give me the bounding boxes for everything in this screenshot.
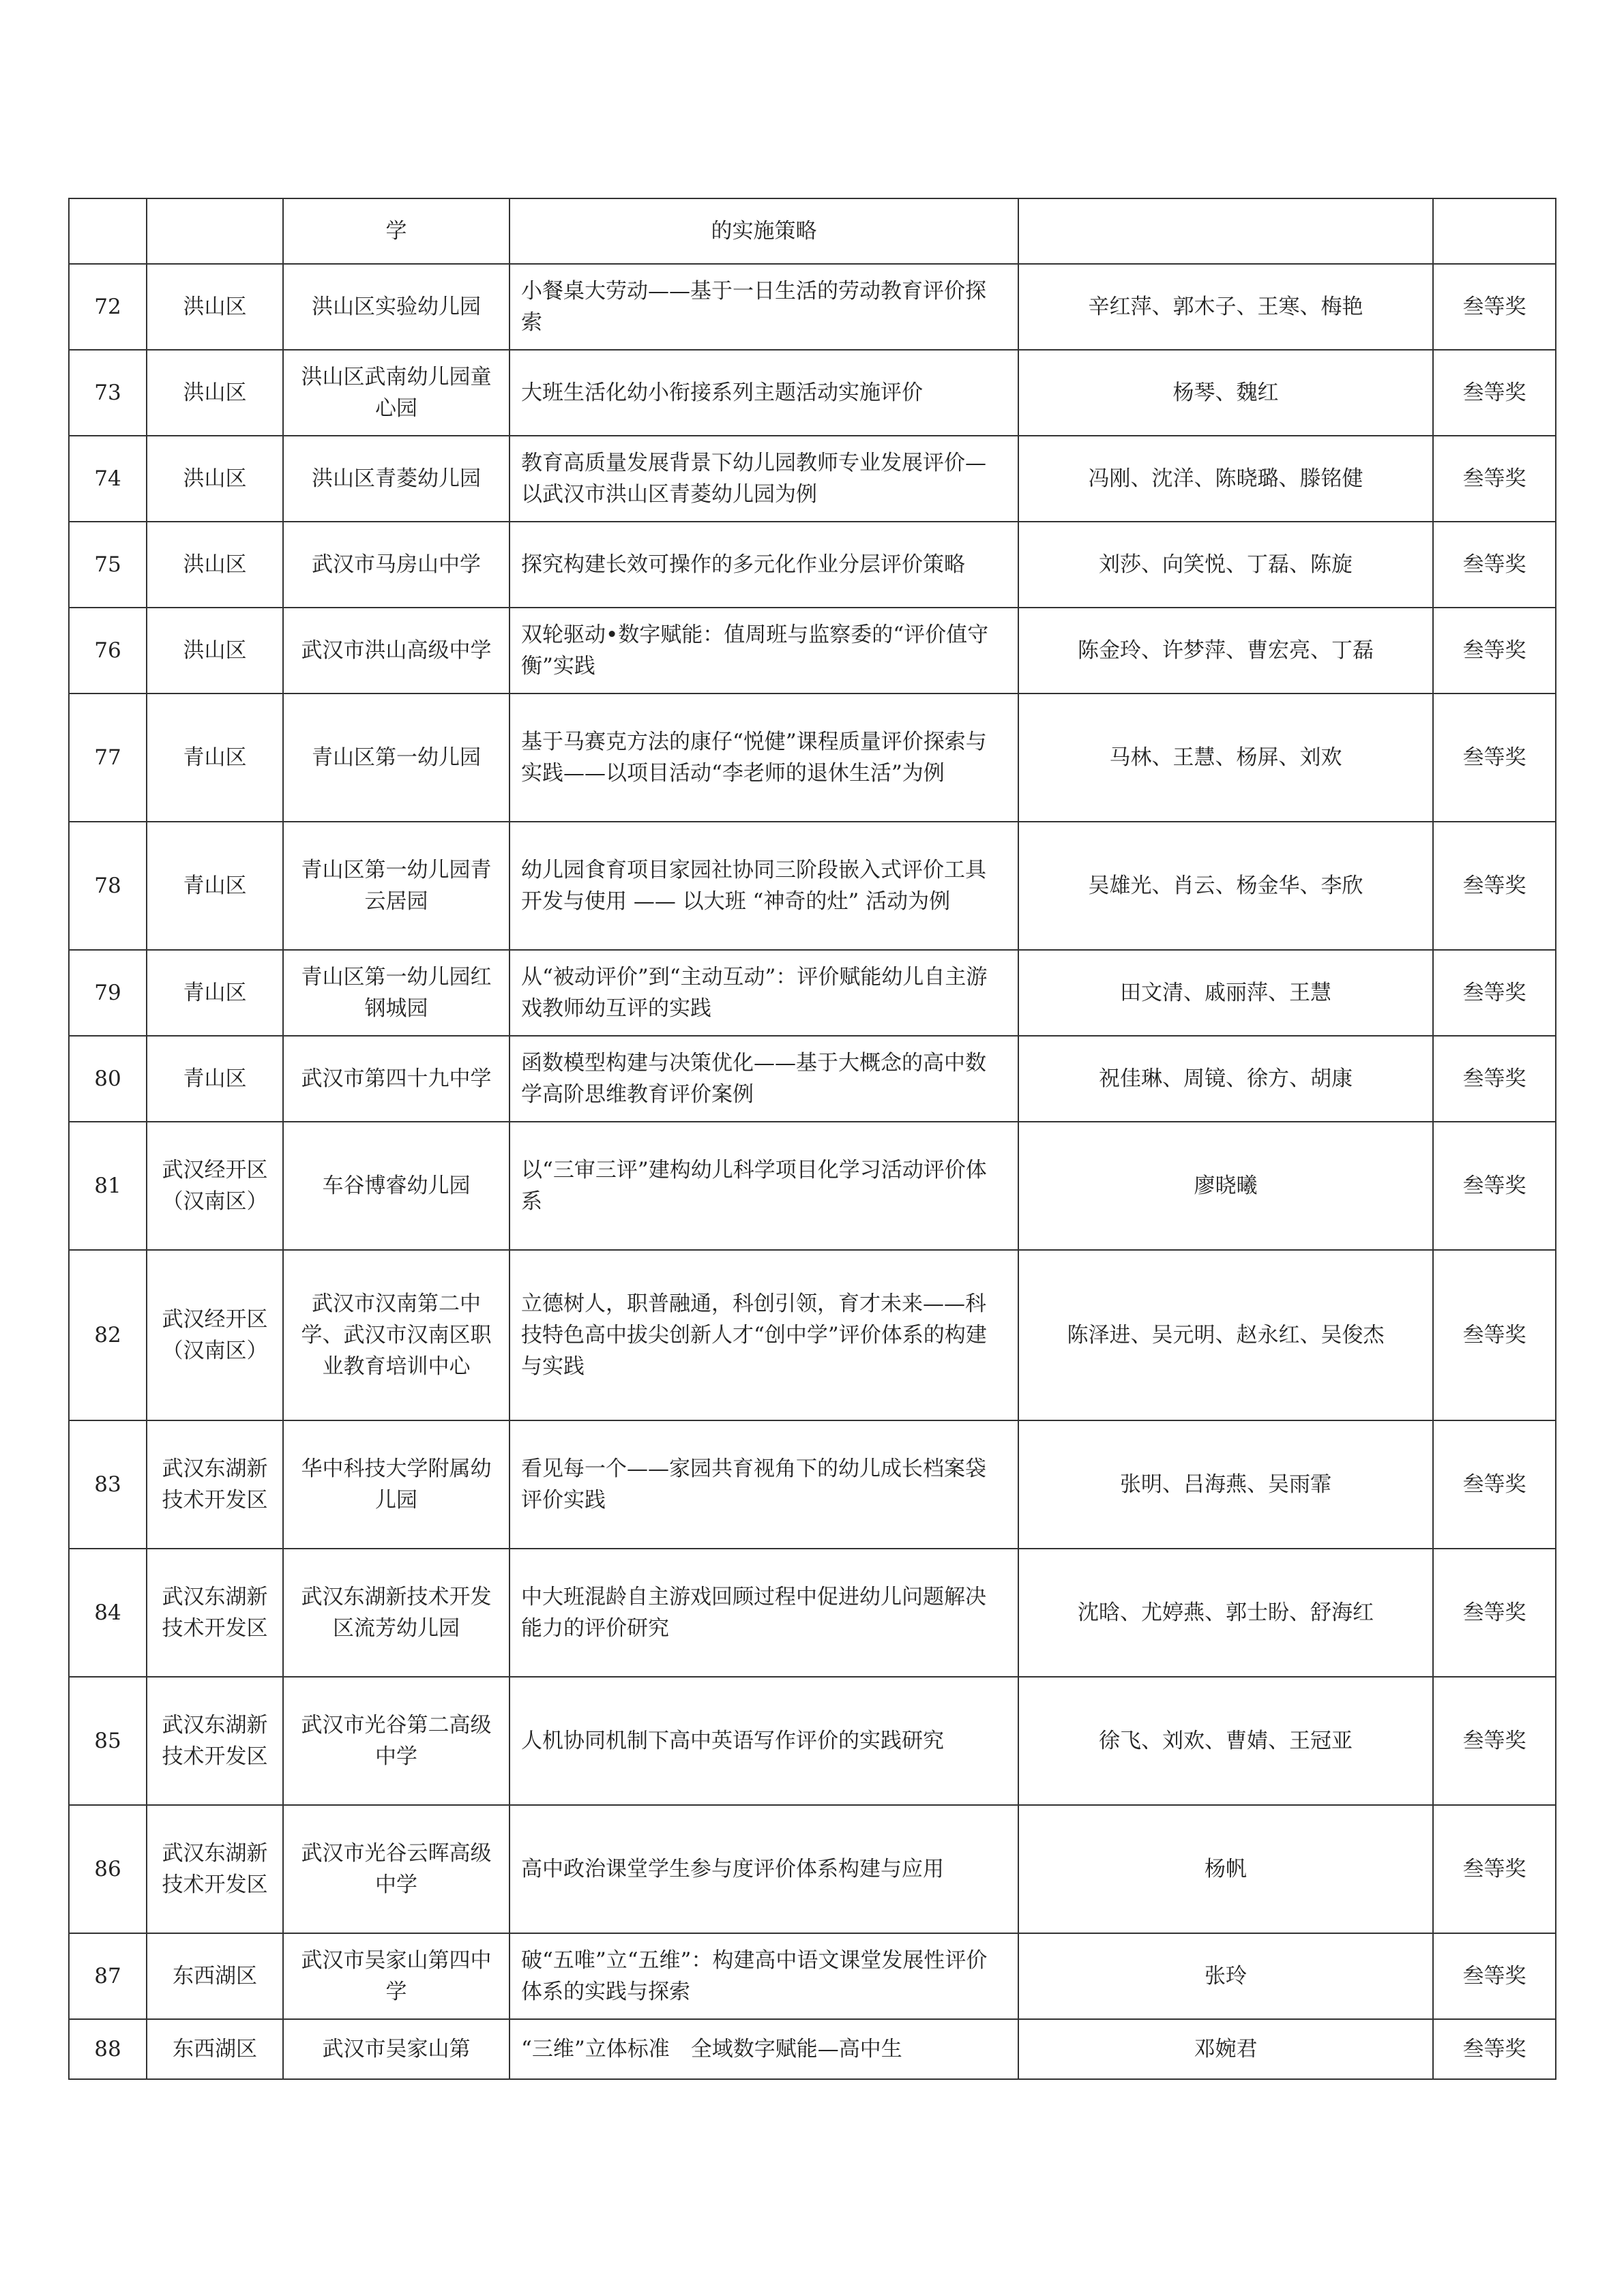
cell-title: 以“三审三评”建构幼儿科学项目化学习活动评价体系 [510,1122,1018,1250]
cell-district: 青山区 [147,950,283,1036]
cell-no: 73 [69,350,147,436]
cell-district: 青山区 [147,694,283,822]
cell-unit: 武汉市光谷第二高级中学 [283,1677,510,1805]
cell-authors: 廖晓曦 [1018,1122,1433,1250]
cell-unit: 武汉市吴家山第四中学 [283,1933,510,2019]
table-row-continuation [69,198,1556,264]
cell-title: 高中政治课堂学生参与度评价体系构建与应用 [510,1805,1018,1933]
cell-district: 洪山区 [147,608,283,694]
cell-unit: 武汉市汉南第二中学、武汉市汉南区职业教育培训中心 [283,1250,510,1420]
table-row [69,1805,1556,1933]
cell-title: 大班生活化幼小衔接系列主题活动实施评价 [510,350,1018,436]
cell-district: 武汉东湖新技术开发区 [147,1805,283,1933]
cell-authors: 辛红萍、郭木子、王寒、梅艳 [1018,264,1433,350]
cell-award: 叁等奖 [1433,1677,1556,1805]
cell-authors: 陈金玲、许梦萍、曹宏亮、丁磊 [1018,608,1433,694]
cell-unit: 洪山区青菱幼儿园 [283,436,510,522]
cell-no: 78 [69,822,147,950]
cell-award: 叁等奖 [1433,522,1556,608]
table-row [69,522,1556,608]
cell-authors: 祝佳琳、周镜、徐方、胡康 [1018,1036,1433,1122]
cell-award: 叁等奖 [1433,1250,1556,1420]
table-row [69,436,1556,522]
cell-authors: 马林、王慧、杨屏、刘欢 [1018,694,1433,822]
cell-district: 武汉东湖新技术开发区 [147,1549,283,1677]
cell-district: 洪山区 [147,350,283,436]
cell-award: 叁等奖 [1433,350,1556,436]
table-row [69,1122,1556,1250]
cell-authors: 刘莎、向笑悦、丁磊、陈旋 [1018,522,1433,608]
cell-title: 教育高质量发展背景下幼儿园教师专业发展评价—以武汉市洪山区青菱幼儿园为例 [510,436,1018,522]
cell-unit: 青山区第一幼儿园红钢城园 [283,950,510,1036]
cell-district: 武汉东湖新技术开发区 [147,1420,283,1549]
cell-authors: 吴雄光、肖云、杨金华、李欣 [1018,822,1433,950]
cell-authors [1018,198,1433,264]
cell-no: 83 [69,1420,147,1549]
cell-authors: 杨帆 [1018,1805,1433,1933]
table-row [69,1549,1556,1677]
table-row [69,950,1556,1036]
cell-no: 75 [69,522,147,608]
cell-unit: 武汉市马房山中学 [283,522,510,608]
table-row [69,694,1556,822]
cell-title: 人机协同机制下高中英语写作评价的实践研究 [510,1677,1018,1805]
cell-title: 幼儿园食育项目家园社协同三阶段嵌入式评价工具开发与使用 —— 以大班 “神奇的灶” 活动为例 [510,822,1018,950]
cell-award: 叁等奖 [1433,436,1556,522]
cell-unit: 华中科技大学附属幼儿园 [283,1420,510,1549]
cell-title: 探究构建长效可操作的多元化作业分层评价策略 [510,522,1018,608]
awards-table [68,198,1556,2080]
cell-district: 洪山区 [147,522,283,608]
cell-no: 74 [69,436,147,522]
cell-no: 76 [69,608,147,694]
cell-district: 武汉经开区（汉南区） [147,1122,283,1250]
cell-unit: 武汉市吴家山第 [283,2019,510,2079]
cell-award: 叁等奖 [1433,1933,1556,2019]
cell-authors: 徐飞、刘欢、曹婧、王冠亚 [1018,1677,1433,1805]
cell-unit: 青山区第一幼儿园青云居园 [283,822,510,950]
cell-title: 双轮驱动•数字赋能：值周班与监察委的“评价值守衡”实践 [510,608,1018,694]
cell-award: 叁等奖 [1433,1122,1556,1250]
cell-no: 81 [69,1122,147,1250]
cell-authors: 张玲 [1018,1933,1433,2019]
cell-no: 85 [69,1677,147,1805]
cell-award: 叁等奖 [1433,1549,1556,1677]
cell-award: 叁等奖 [1433,950,1556,1036]
cell-unit: 武汉市第四十九中学 [283,1036,510,1122]
cell-district: 青山区 [147,1036,283,1122]
cell-title: 破“五唯”立“五维”：构建高中语文课堂发展性评价体系的实践与探索 [510,1933,1018,2019]
cell-unit: 青山区第一幼儿园 [283,694,510,822]
cell-title: 的实施策略 [510,198,1018,264]
cell-no: 79 [69,950,147,1036]
cell-title: 从“被动评价”到“主动互动”：评价赋能幼儿自主游戏教师幼互评的实践 [510,950,1018,1036]
cell-no: 86 [69,1805,147,1933]
table-row [69,1420,1556,1549]
cell-award: 叁等奖 [1433,2019,1556,2079]
cell-district: 洪山区 [147,264,283,350]
cell-title: 中大班混龄自主游戏回顾过程中促进幼儿问题解决能力的评价研究 [510,1549,1018,1677]
table-row [69,1933,1556,2019]
cell-unit: 武汉市洪山高级中学 [283,608,510,694]
cell-no: 88 [69,2019,147,2079]
table-row [69,2019,1556,2079]
cell-unit: 车谷博睿幼儿园 [283,1122,510,1250]
table-row [69,1250,1556,1420]
table-row [69,1677,1556,1805]
cell-district: 东西湖区 [147,2019,283,2079]
cell-award: 叁等奖 [1433,1036,1556,1122]
cell-title: 看见每一个——家园共育视角下的幼儿成长档案袋评价实践 [510,1420,1018,1549]
cell-award: 叁等奖 [1433,822,1556,950]
table-row [69,608,1556,694]
cell-no: 84 [69,1549,147,1677]
cell-no: 72 [69,264,147,350]
cell-title: “三维”立体标准 全域数字赋能—高中生 [510,2019,1018,2079]
cell-unit: 武汉东湖新技术开发区流芳幼儿园 [283,1549,510,1677]
cell-authors: 田文清、戚丽萍、王慧 [1018,950,1433,1036]
cell-award: 叁等奖 [1433,1420,1556,1549]
cell-no: 82 [69,1250,147,1420]
cell-no: 87 [69,1933,147,2019]
cell-district: 武汉经开区（汉南区） [147,1250,283,1420]
cell-authors: 杨琴、魏红 [1018,350,1433,436]
cell-unit: 学 [283,198,510,264]
cell-title: 基于马赛克方法的康仔“悦健”课程质量评价探索与实践——以项目活动“李老师的退休生活”为例 [510,694,1018,822]
cell-no [69,198,147,264]
table-row [69,350,1556,436]
cell-district [147,198,283,264]
cell-authors: 冯刚、沈洋、陈晓璐、滕铭健 [1018,436,1433,522]
cell-no: 77 [69,694,147,822]
cell-award: 叁等奖 [1433,608,1556,694]
cell-authors: 邓婉君 [1018,2019,1433,2079]
cell-award: 叁等奖 [1433,264,1556,350]
cell-authors: 张明、吕海燕、吴雨霏 [1018,1420,1433,1549]
cell-district: 洪山区 [147,436,283,522]
cell-unit: 武汉市光谷云晖高级中学 [283,1805,510,1933]
cell-award: 叁等奖 [1433,1805,1556,1933]
cell-authors: 陈泽进、吴元明、赵永红、吴俊杰 [1018,1250,1433,1420]
cell-title: 立德树人，职普融通，科创引领，育才未来——科技特色高中拔尖创新人才“创中学”评价体系的构建与实践 [510,1250,1018,1420]
cell-award [1433,198,1556,264]
cell-award: 叁等奖 [1433,694,1556,822]
cell-district: 青山区 [147,822,283,950]
table-row [69,822,1556,950]
cell-title: 小餐桌大劳动——基于一日生活的劳动教育评价探索 [510,264,1018,350]
cell-district: 东西湖区 [147,1933,283,2019]
table-row [69,264,1556,350]
cell-authors: 沈晗、尤婷燕、郭士盼、舒海红 [1018,1549,1433,1677]
awards-table-body [69,198,1556,2079]
cell-title: 函数模型构建与决策优化——基于大概念的高中数学高阶思维教育评价案例 [510,1036,1018,1122]
table-row [69,1036,1556,1122]
cell-unit: 洪山区实验幼儿园 [283,264,510,350]
cell-no: 80 [69,1036,147,1122]
cell-district: 武汉东湖新技术开发区 [147,1677,283,1805]
cell-unit: 洪山区武南幼儿园童心园 [283,350,510,436]
